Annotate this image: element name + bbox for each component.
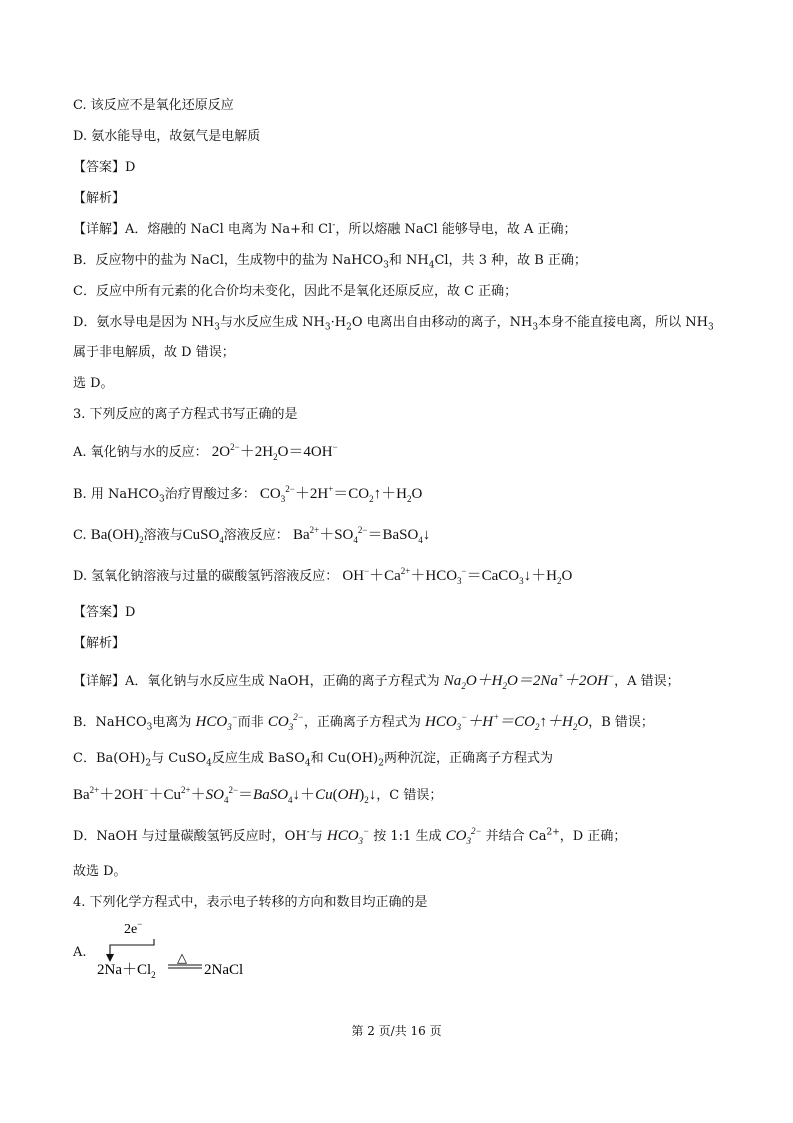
option-c: C. 该反应不是氧化还原反应 [73,98,234,113]
q3-a-equation: $2O^{2-}+2H_2O=4OH^-$ [211,442,338,462]
q3-detail-c-2: 与 CuSO [151,751,207,766]
q3-detail-a-text: 【详解】A．氧化钠与水反应生成 NaOH，正确的离子方程式为 [73,674,440,689]
q3-detail-d-1: D．NaOH 与过量碳酸氢钙反应时，OH [73,829,307,844]
q3-detail-b-co3: $CO_3^{2-}$ [267,712,304,732]
q3-d-label: D. 氢氧化钠溶液与过量的碳酸氢钙溶液反应： [73,569,339,584]
q3-detail-c: C．$Ba(OH)_2$与 CuSO$_4$反应生成 BaSO$_4$和 $Cu(OH)_2$两种沉淀，正确离子方程式为 [73,751,553,769]
q3-detail-b-4: ，正确离子方程式为 [303,715,421,730]
q3-option-a [73,443,338,462]
q4-option-a-label: A. [73,945,87,960]
detail-d-text-5: 本身不能直接电离，所以 NH [538,315,708,330]
q3-c-label-3: 溶液反应： [223,528,289,543]
analysis-label: 【解析】 [73,191,126,206]
q3-stem: 3. 下列反应的离子方程式书写正确的是 [73,407,298,422]
q3-detail-a-equation: $Na_2O+H_2O=2Na^++2OH^-$ [443,671,615,691]
detail-d-text-2: 与水反应生成 NH [220,315,325,330]
q3-detail-c-5: 两种沉淀，正确离子方程式为 [383,751,553,766]
detail-b-text: B．反应物中的盐为 NaCl，生成物中的盐为 NaHCO [73,253,384,268]
q3-detail-b-end: ，B 错误； [588,715,654,730]
q3-detail-b-2: 电离为 [152,715,192,730]
q3-detail-c-3: 反应生成 BaSO [211,751,305,766]
detail-d-text-4: O 电离出自由移动的离子，NH [351,315,533,330]
detail-d: D．氨水导电是因为 $NH_3$与水反应生成 $NH_3\cdot H_2O$ 电离出自由移动的离子，$NH_3$本身不能直接电离，所以 $NH_3$ [73,315,714,333]
page-footer: 第 2 页/共 16 页 [351,1024,442,1038]
select-line: 选 D。 [73,376,114,391]
q3-a-label: A. 氧化钠与水的反应： [73,445,208,460]
q4-eq-right: 2NaCl [204,962,244,978]
q3-detail-b-1: B．NaHCO [73,715,147,730]
detail-a: 【详解】A．熔融的 NaCl 电离为 Na+和 Cl-，所以熔融 NaCl 能够导电，故 A 正确； [73,220,577,237]
q3-detail-c-equation-line [73,786,442,805]
q3-detail-b-3: 而非 [237,715,264,730]
q3-b-label-2: 治疗胃酸过多： [164,487,256,502]
electron-transfer-arrowhead [106,954,114,962]
option-d: D. 氨水能导电，故氨气是电解质 [73,129,261,144]
q3-detail-a-end: ，A 错误； [614,674,680,689]
detail-a-text: 【详解】A．熔融的 NaCl 电离为 Na+和 Cl [73,222,333,237]
detail-b: B．反应物中的盐为 NaCl，生成物中的盐为 NaHCO$_3$和 $NH_4Cl$，共 3 种，故 B 正确； [73,253,587,271]
q3-option-b: B. 用 NaHCO$_3$治疗胃酸过多： $CO_3^{2-}+2H^+=CO_2↑+H_2O$ [73,484,423,505]
detail-d-text: D．氨水导电是因为 NH [73,315,215,330]
q3-detail-d-5: ，D 正确； [559,829,627,844]
q3-detail-d-2: 与 [309,829,323,844]
detail-a-text-2: ，所以熔融 NaCl 能够导电，故 A 正确； [335,222,577,237]
detail-d-cont: 属于非电解质，故 D 错误； [73,345,235,360]
q3-detail-b-equation: $HCO_3^-+H^+=CO_2↑+H_2O$ [425,712,589,732]
q4-option-a-equation [90,918,270,980]
q3-detail-c-end: ，C 错误； [376,788,443,803]
detail-b-text-2: 和 NH [388,253,429,268]
q3-c-label: C. [73,528,91,543]
q3-detail-b-hco3: $HCO_3^-$ [195,712,238,732]
q3-detail-c-1: C．Ba(OH) [73,751,146,766]
q3-b-label: B. 用 NaHCO [73,487,160,502]
q4-heat-symbol: △ [177,950,187,965]
q3-detail-d-co3: $CO_3^{2-}$ [445,826,482,846]
q3-c-label-2: 溶液与 [143,528,183,543]
electron-transfer-bracket [110,939,154,958]
detail-d-text-3: ·H [330,315,347,330]
q3-detail-c-equation: $Ba^{2+}+2OH^-+Cu^{2+}+SO_4^{2-}=BaSO_4↓+Cu(OH)_2↓$ [73,785,377,805]
q3-d-equation: $OH^-+Ca^{2+}+HCO_3^-=CaCO_3↓+H_2O$ [342,566,573,586]
answer-label: 【答案】D [73,160,136,175]
q3-detail-b: B．NaHCO$_3$电离为 $HCO_3^-$而非 $CO_3^{2-}$，正确离子方程式为 $HCO_3^-+H^+=CO_2↑+H_2O$，B 错误； [73,712,654,733]
q3-detail-d-4: 并结合 Ca [485,829,547,844]
q4-stem: 4. 下列化学方程式中，表示电子转移的方向和数目均正确的是 [73,895,428,910]
q3-c-formula-2: CuSO$_4$ [182,527,224,545]
q3-select-line: 故选 D。 [73,864,127,879]
detail-b-text-3: Cl，共 3 种，故 B 正确； [434,253,587,268]
q3-option-c [73,526,430,545]
q3-c-equation: $Ba^{2+}+SO_4^{2-}=BaSO_4↓$ [292,525,431,545]
q4-electrons-label: 2e− [124,919,143,937]
q3-option-d [73,567,572,586]
q3-analysis-label: 【解析】 [73,636,126,651]
q3-detail-d: D．NaOH 与过量碳酸氢钙反应时，OH-与 $HCO_3^-$ 按 1:1 生成 $CO_3^{2-}$ 并结合 $Ca^{2+}$，D 正确； [73,826,627,846]
q3-detail-c-4: 和 Cu(OH) [310,751,379,766]
q3-b-equation: $CO_3^{2-}+2H^+=CO_2↑+H_2O$ [259,484,423,504]
q3-detail-d-3: 按 1:1 生成 [373,829,442,844]
q3-detail-d-hco3: $HCO_3^-$ [326,826,370,846]
q3-detail-a [73,672,680,691]
q4-eq-left: $2Na+Cl_2$ [97,962,156,980]
detail-c: C．反应中所有元素的化合价均未变化，因此不是氧化还原反应，故 C 正确； [73,284,518,299]
q3-answer-label: 【答案】D [73,605,136,620]
q3-c-formula-1: $Ba(OH)_2$ [90,527,144,545]
